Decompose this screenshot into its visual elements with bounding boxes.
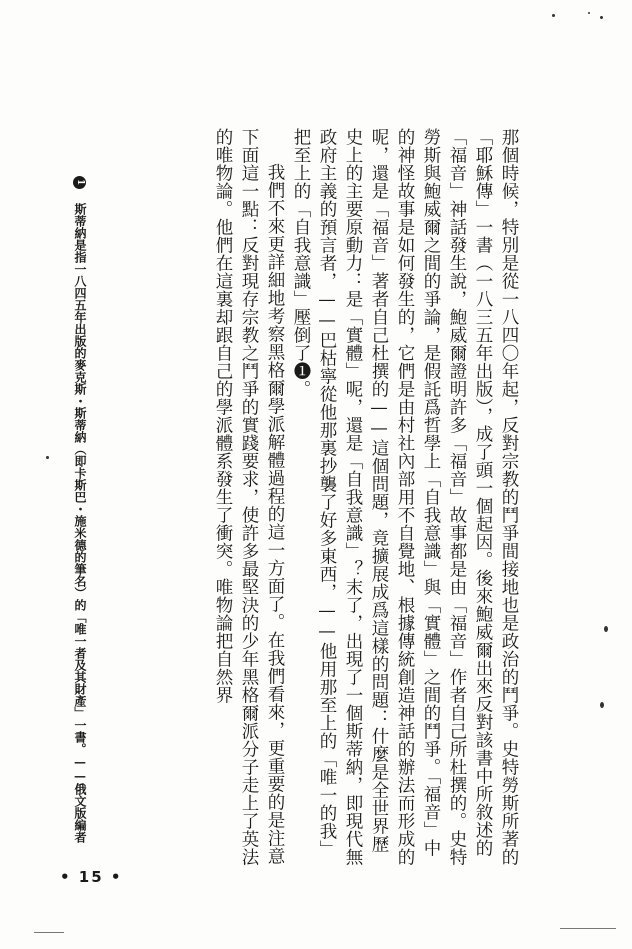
footnote (70, 176, 90, 876)
paragraph-2: 我們不來更詳細地考察黑格爾學派解體過程的這一方面了。在我們看來，更重要的是注意下面這一點：反對現存宗教之鬥爭的實踐要求，使許多最堅決的少年黑格爾派分子走上了英法的唯物論。他們在這裏却跟自己的學派體系發生了衝突。唯物論把自然界 (213, 128, 285, 866)
scan-speck (604, 626, 608, 632)
footnote-marker: 1 (73, 176, 86, 189)
scan-edge-line (34, 932, 64, 933)
paragraph-1: 那個時候，特別是從一八四〇年起，反對宗教的鬥爭間接地也是政治的鬥爭。史特勞斯所著的「耶穌傳」一書（一八三五年出版），成了頭一個起因。後來鮑威爾出來反對該書中所敘述的「福音」神話發生說，鮑威爾證明許多「福音」故事都是由「福音」作者自己所杜撰的。史特勞斯與鮑威爾之間的爭論，是假託爲哲學上「自我意識」與「實體」之間的鬥爭。「福音」中的神怪故事是如何發生的，它們是由村社內部用不自覺地、根據傳統創造神話的辦法而形成的呢，還是「福音」著者自己杜撰的——這個問題，竟擴展成爲這樣的問題：什麼是全世界歷史上的主要原動力：是「實體」呢，還是「自我意識」？末了，出現了一個斯蒂納，即現代無政府主義的預言者，——巴枯寧從他那裏抄襲了好多東西，——他用那至上的「唯一的我」把至上的「自我意識」壓倒了❶。 (291, 128, 519, 866)
page-number: • 15 • (60, 868, 123, 886)
scan-speck (588, 12, 590, 14)
footnote-text: 斯蒂納是指一八四五年出版的麥克斯・斯蒂納（即卡斯巴・施米德的筆名）的「唯一者及其財產」一書。——俄文版編者 (73, 203, 87, 843)
main-text-block (210, 128, 522, 868)
scan-speck (552, 14, 555, 17)
scan-speck (600, 16, 603, 19)
scan-edge-line (560, 928, 616, 929)
scan-speck (600, 702, 604, 708)
scan-speck (46, 456, 49, 459)
